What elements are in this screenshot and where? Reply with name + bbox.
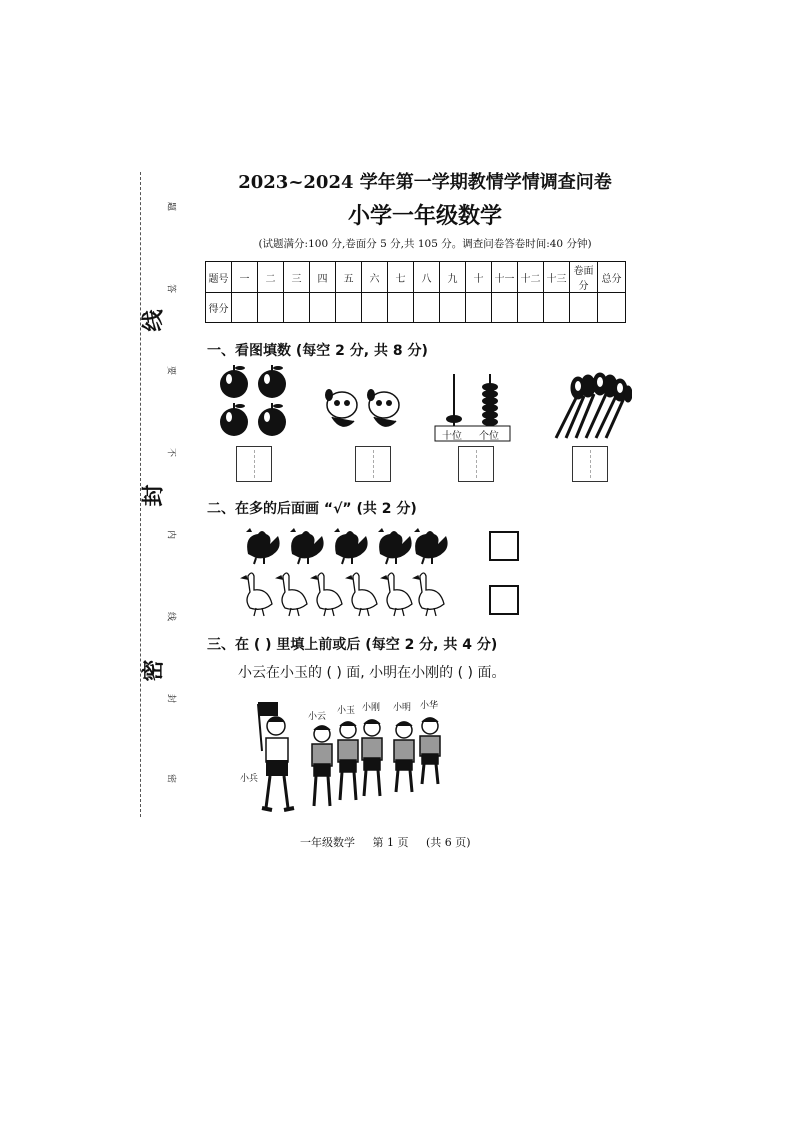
binding-small-char: 答 — [165, 283, 176, 293]
score-table-score-row — [206, 293, 626, 323]
section1-heading: 一、看图填数 (每空 2 分, 共 8 分) — [207, 343, 428, 359]
binding-small-char: 不 — [165, 447, 176, 457]
section2-heading: 二、在多的后面画 “√” (共 2 分) — [207, 501, 417, 517]
score-cell: 二 — [258, 262, 284, 293]
score-input-cell[interactable] — [544, 293, 570, 323]
answer-box-spoons[interactable] — [572, 446, 608, 482]
section3-heading: 三、在 ( ) 里填上前或后 (每空 2 分, 共 4 分) — [207, 637, 498, 653]
score-cell: 题号 — [206, 262, 232, 293]
kid-label-xiaogang: 小刚 — [362, 703, 381, 713]
footer-page-number: 第 1 页 — [372, 836, 409, 849]
check-box-geese[interactable] — [489, 585, 519, 615]
score-cell: 八 — [414, 262, 440, 293]
score-cell: 六 — [362, 262, 388, 293]
score-input-cell[interactable] — [258, 293, 284, 323]
score-cell: 四 — [310, 262, 336, 293]
kid-label-xiaobing: 小兵 — [240, 774, 259, 784]
check-box-roosters[interactable] — [489, 531, 519, 561]
binding-char-xian: 线 — [140, 309, 167, 332]
binding-small-char: 封 — [165, 693, 176, 703]
binding-char-feng: 封 — [140, 484, 167, 507]
score-table-header-row — [206, 262, 626, 293]
score-input-cell[interactable] — [492, 293, 518, 323]
score-input-cell[interactable] — [310, 293, 336, 323]
footer-subject: 一年级数学 — [300, 836, 355, 849]
cartoon-animals-picture — [322, 385, 408, 437]
abacus-tens-label: 十位 — [442, 431, 462, 442]
geese-row — [240, 570, 450, 620]
score-input-cell[interactable] — [598, 293, 626, 323]
abacus-ones-label: 个位 — [479, 431, 499, 442]
score-cell: 九 — [440, 262, 466, 293]
score-cell: 十 — [466, 262, 492, 293]
apples-picture — [216, 362, 294, 442]
exam-title: 2023~2024 学年第一学期教情学情调查问卷 — [238, 172, 612, 193]
answer-box-animals[interactable] — [355, 446, 391, 482]
binding-small-char: 要 — [165, 365, 176, 375]
score-cell: 七 — [388, 262, 414, 293]
kid-label-xiaoyun: 小云 — [308, 712, 327, 722]
score-input-cell[interactable] — [284, 293, 310, 323]
score-cell: 十二 — [518, 262, 544, 293]
score-cell: 卷面分 — [570, 262, 598, 293]
binding-small-char: 内 — [165, 529, 176, 539]
footer-total-pages: (共 6 页) — [425, 836, 471, 849]
score-cell: 十一 — [492, 262, 518, 293]
score-row-label: 得分 — [206, 293, 232, 323]
kid-label-xiaoyu: 小玉 — [337, 706, 356, 716]
score-input-cell[interactable] — [570, 293, 598, 323]
score-cell: 一 — [232, 262, 258, 293]
score-input-cell[interactable] — [232, 293, 258, 323]
roosters-row — [240, 526, 450, 566]
kid-label-xiaoming: 小明 — [393, 703, 412, 713]
score-input-cell[interactable] — [414, 293, 440, 323]
score-input-cell[interactable] — [388, 293, 414, 323]
score-cell: 五 — [336, 262, 362, 293]
answer-box-apples[interactable] — [236, 446, 272, 482]
score-table — [205, 261, 626, 323]
binding-small-char: 线 — [165, 611, 176, 621]
page-footer — [300, 834, 471, 850]
score-cell: 总分 — [598, 262, 626, 293]
score-input-cell[interactable] — [440, 293, 466, 323]
answer-box-abacus[interactable] — [458, 446, 494, 482]
exam-note: (试题满分:100 分,卷面分 5 分,共 105 分。调查问卷答卷时间:40 分钟) — [258, 238, 592, 250]
score-cell: 三 — [284, 262, 310, 293]
subject-title: 小学一年级数学 — [347, 204, 502, 229]
score-input-cell[interactable] — [466, 293, 492, 323]
kid-label-xiaohua: 小华 — [420, 701, 439, 711]
score-input-cell[interactable] — [362, 293, 388, 323]
score-input-cell[interactable] — [336, 293, 362, 323]
binding-char-mi: 密 — [140, 659, 167, 682]
binding-small-char: 题 — [165, 201, 176, 211]
binding-small-char: 密 — [165, 773, 176, 783]
spoons-picture — [548, 372, 632, 442]
score-input-cell[interactable] — [518, 293, 544, 323]
score-cell: 十三 — [544, 262, 570, 293]
section3-question: 小云在小玉的 ( ) 面, 小明在小刚的 ( ) 面。 — [238, 665, 506, 681]
